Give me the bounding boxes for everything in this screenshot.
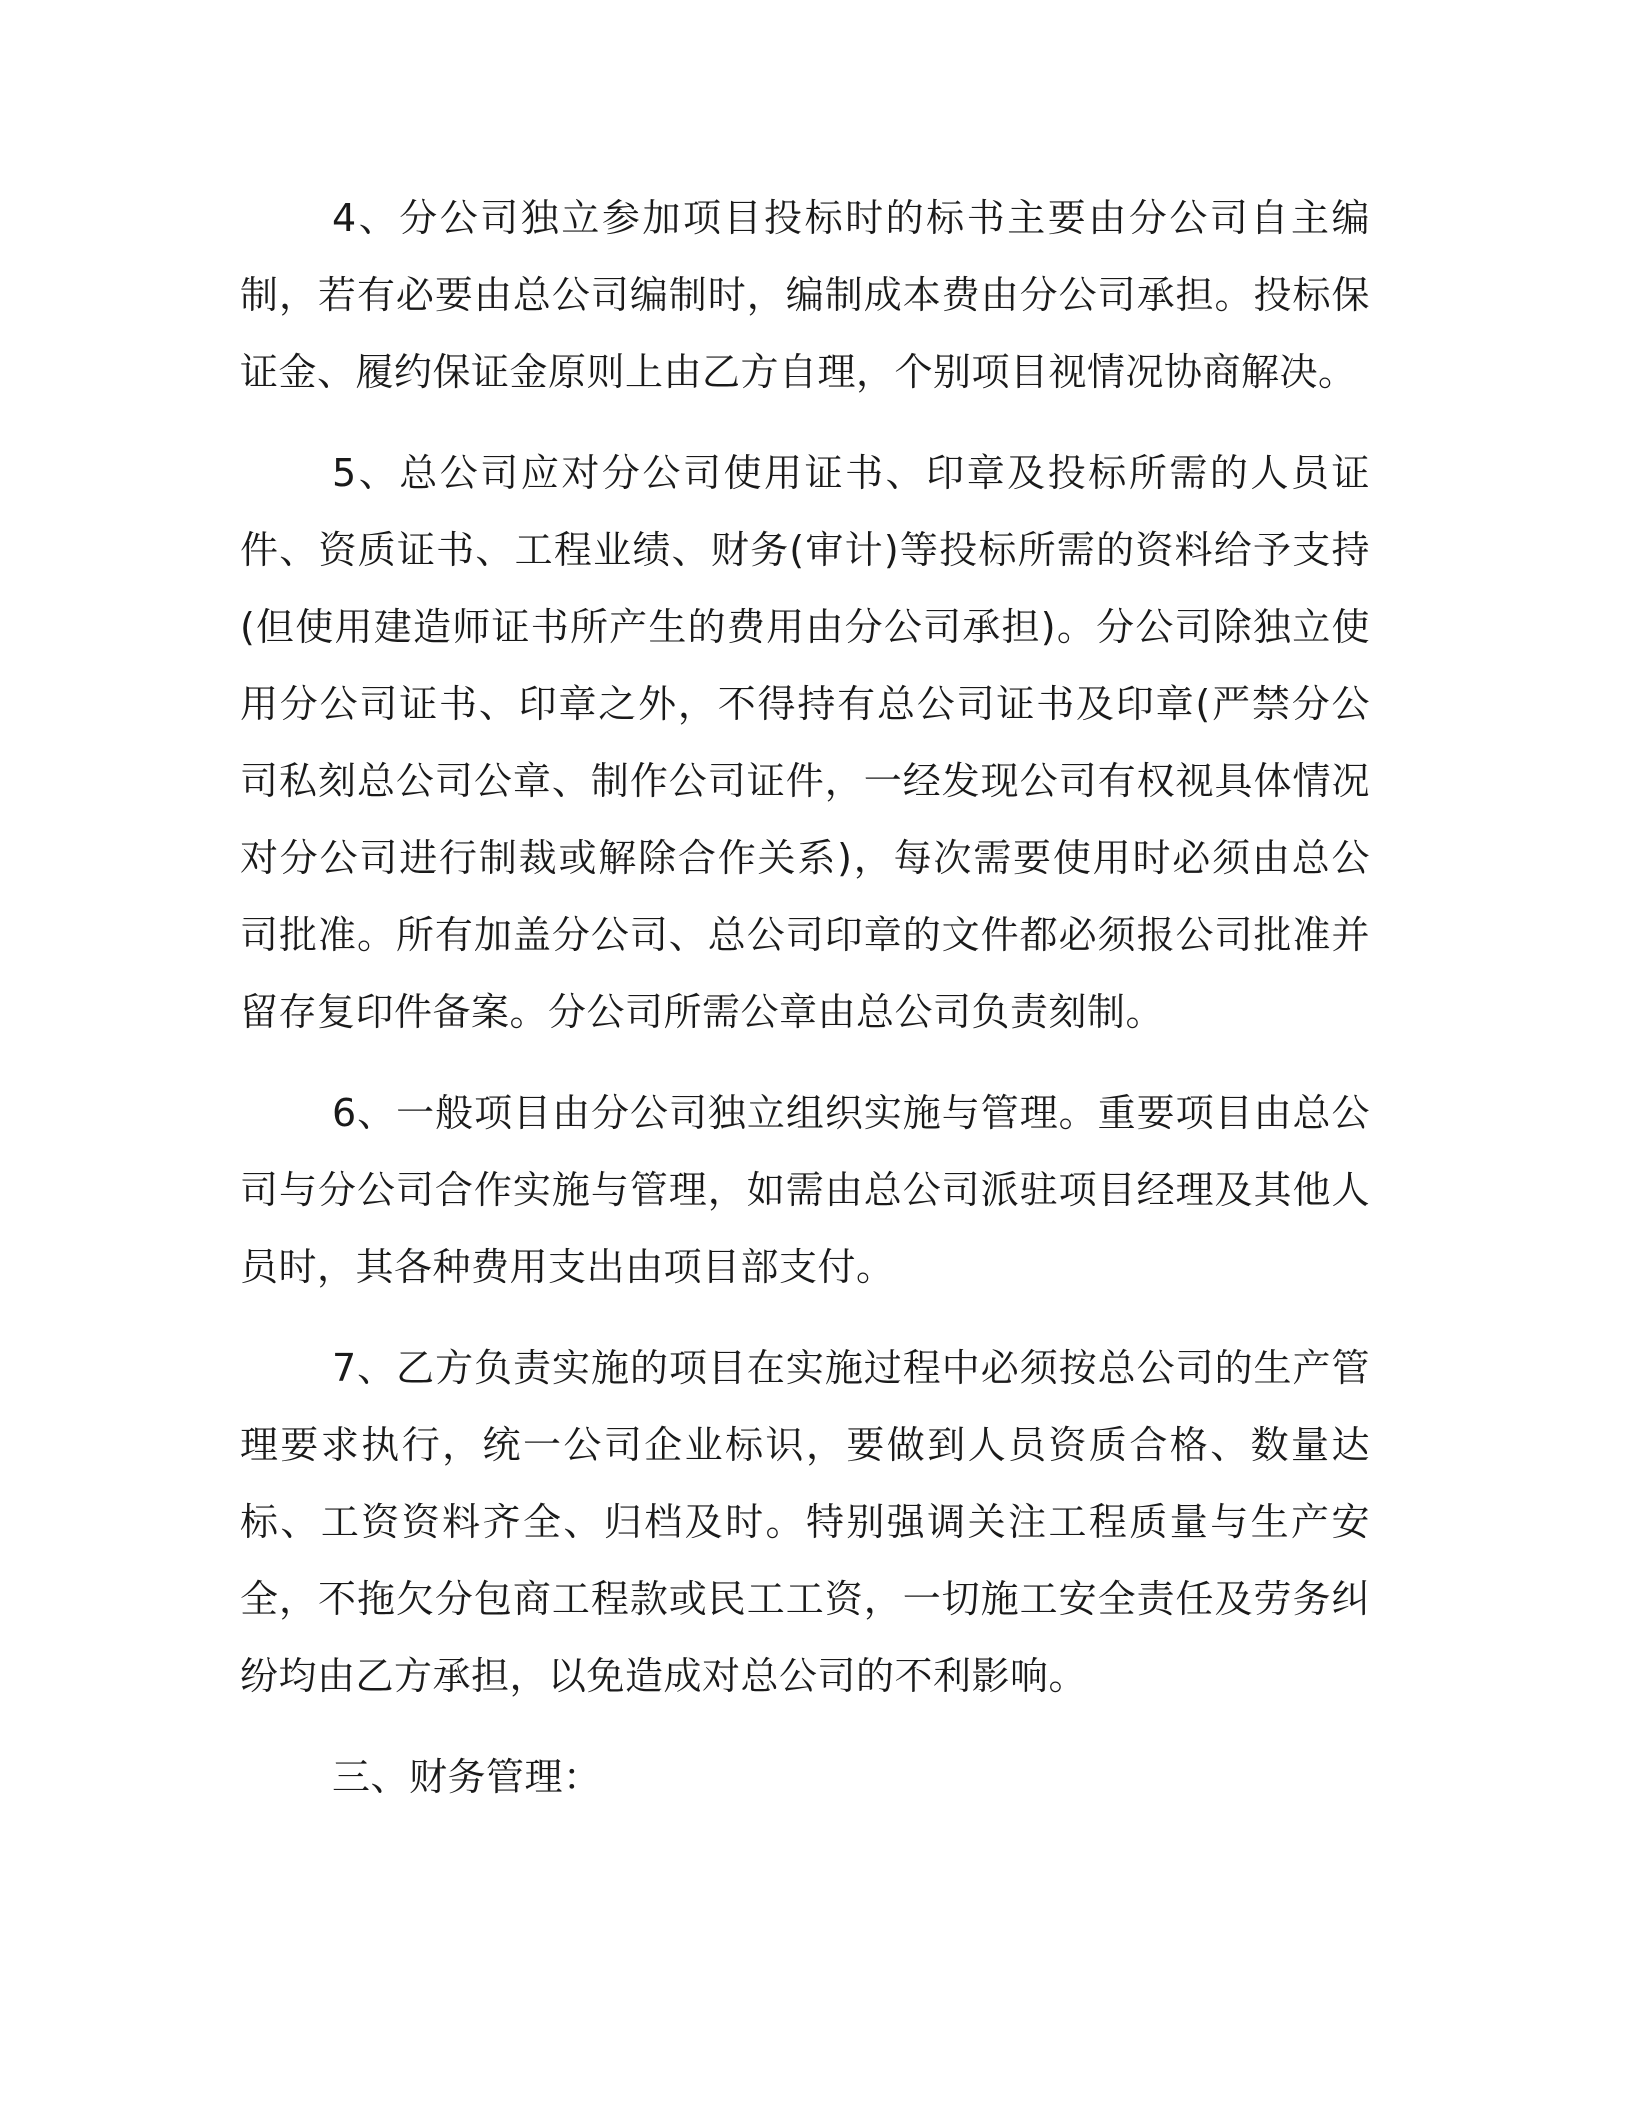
- document-body: [240, 180, 1370, 1816]
- paragraph-item-7: 7、乙方负责实施的项目在实施过程中必须按总公司的生产管理要求执行，统一公司企业标识，要做到人员资质合格、数量达标、工资资料齐全、归档及时。特别强调关注工程质量与生产安全，不拖欠分包商工程款或民工工资，一切施工安全责任及劳务纠纷均由乙方承担，以免造成对总公司的不利影响。: [240, 1346, 1370, 1698]
- section-heading-finance: 三、财务管理：: [332, 1755, 602, 1799]
- paragraph-item-4: 4、分公司独立参加项目投标时的标书主要由分公司自主编制，若有必要由总公司编制时，编制成本费由分公司承担。投标保证金、履约保证金原则上由乙方自理，个别项目视情况协商解决。: [240, 196, 1370, 394]
- paragraph-item-5: 5、总公司应对分公司使用证书、印章及投标所需的人员证件、资质证书、工程业绩、财务(审计)等投标所需的资料给予支持(但使用建造师证书所产生的费用由分公司承担)。分公司除独立使用分公司证书、印章之外，不得持有总公司证书及印章(严禁分公司私刻总公司公章、制作公司证件，一经发现公司有权视具体情况对分公司进行制裁或解除合作关系)，每次需要使用时必须由总公司批准。所有加盖分公司、总公司印章的文件都必须报公司批准并留存复印件备案。分公司所需公章由总公司负责刻制。: [240, 451, 1370, 1034]
- paragraph-item-6: 6、一般项目由分公司独立组织实施与管理。重要项目由总公司与分公司合作实施与管理，如需由总公司派驻项目经理及其他人员时，其各种费用支出由项目部支付。: [240, 1091, 1370, 1289]
